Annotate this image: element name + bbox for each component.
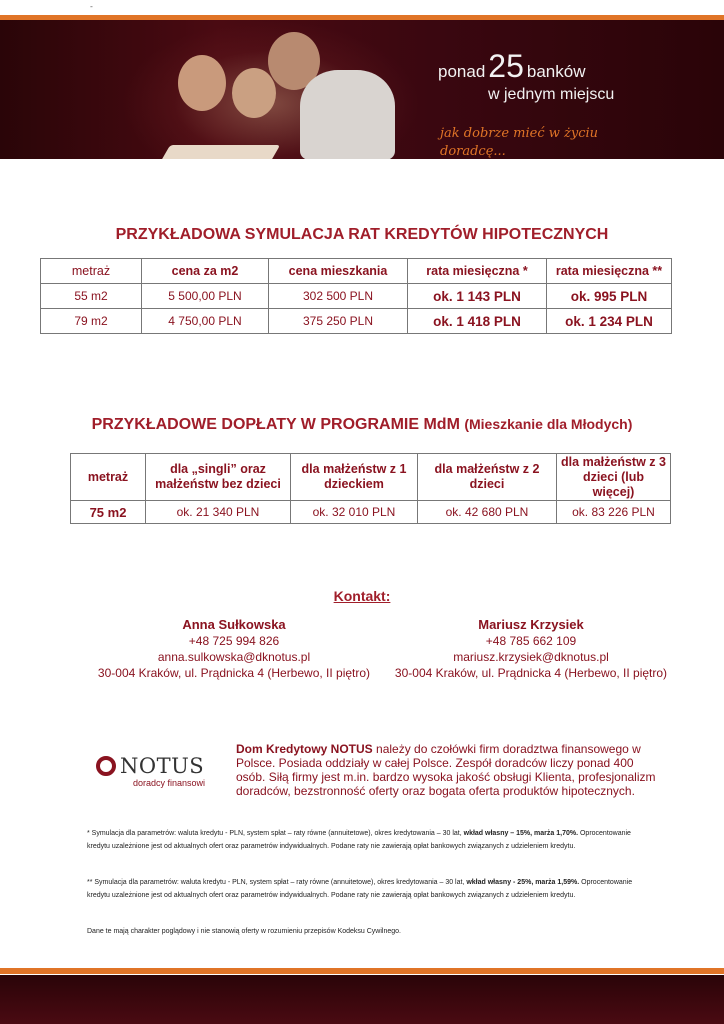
table-cell: ok. 1 234 PLN bbox=[547, 309, 672, 334]
header-banner bbox=[0, 20, 724, 159]
top-dash: - bbox=[90, 2, 93, 11]
simulation-title: PRZYKŁADOWA SYMULACJA RAT KREDYTÓW HIPOTECZNYCH bbox=[115, 226, 609, 243]
banner-slogan bbox=[438, 48, 585, 85]
simulation-table bbox=[40, 258, 672, 334]
contact-address: 30-004 Kraków, ul. Prądnicka 4 (Herbewo, II piętro) bbox=[394, 666, 668, 680]
script-line2: doradcę... bbox=[440, 144, 506, 159]
table-header: metraż bbox=[41, 259, 142, 284]
bottom-orange-bar bbox=[0, 968, 724, 974]
slogan-line2: w jednym miejscu bbox=[488, 86, 615, 103]
slogan-pre: ponad bbox=[438, 62, 486, 81]
contact-name: Mariusz Krzysiek bbox=[478, 617, 584, 632]
company-description bbox=[236, 742, 661, 798]
table-row bbox=[41, 284, 672, 309]
disclaimer: Dane te mają charakter poglądowy i nie stanowią oferty w rozumieniu przepisów Kodeksu Cywilnego. bbox=[87, 928, 401, 935]
table-cell: 75 m2 bbox=[71, 501, 146, 524]
footnote-1 bbox=[87, 828, 647, 853]
table-header: metraż bbox=[71, 454, 146, 501]
mdm-table bbox=[70, 453, 671, 524]
table-header: dla małżeństw z 3 dzieci (lub więcej) bbox=[557, 454, 671, 501]
slogan-post: banków bbox=[526, 62, 586, 81]
table-cell: ok. 32 010 PLN bbox=[291, 501, 418, 524]
table-row bbox=[71, 501, 671, 524]
logo-wordmark: NOTUS bbox=[120, 754, 205, 778]
table-header-row bbox=[41, 259, 672, 284]
mdm-title-sub: (Mieszkanie dla Młodych) bbox=[464, 416, 633, 432]
table-cell: 79 m2 bbox=[41, 309, 142, 334]
banner-script-text bbox=[440, 125, 598, 159]
child-face-photo bbox=[178, 55, 226, 111]
table-header: cena za m2 bbox=[142, 259, 269, 284]
mdm-title bbox=[0, 416, 724, 434]
table-header: dla małżeństw z 2 dzieci bbox=[418, 454, 557, 501]
contact-title: Kontakt: bbox=[333, 588, 391, 604]
table-header: dla małżeństw z 1 dzieckiem bbox=[291, 454, 418, 501]
table-header: rata miesięczna ** bbox=[547, 259, 672, 284]
footnote-text: Oprocentowanie kredytu uzależnione jest od aktualnych ofert oraz parametrów indywidualnych. Podane raty nie zawierają opłat bankowych związanych z udzieleniem kredytu. bbox=[87, 830, 631, 850]
contact-card bbox=[84, 617, 384, 681]
table-cell: 5 500,00 PLN bbox=[142, 284, 269, 309]
contact-email[interactable]: anna.sulkowska@dknotus.pl bbox=[157, 650, 311, 664]
table-cell: ok. 1 143 PLN bbox=[408, 284, 547, 309]
contact-name: Anna Sułkowska bbox=[182, 617, 286, 632]
table-cell: 302 500 PLN bbox=[269, 284, 408, 309]
footnote-bold: wkład własny - 25%, marża 1,59%. bbox=[466, 879, 580, 886]
script-line1: jak dobrze mieć w życiu bbox=[440, 126, 599, 141]
child-face-photo-2 bbox=[232, 68, 276, 118]
company-text: należy do czołówki firm doradztwa finansowego w Polsce. Posiada oddziały w całej Polsce. Zespół doradców liczy ponad 400 osób. Siłą firmy jest m.in. bardzo wysoka jakość obsługi Klienta, profesjonalizm doradców, bezstronność oferty oraz bogata oferta produktów hipotecznych. bbox=[236, 742, 656, 798]
table-header: dla „singli” oraz małżeństw bez dzieci bbox=[146, 454, 291, 501]
adult-shirt-photo bbox=[300, 70, 395, 159]
footnote-2 bbox=[87, 877, 647, 902]
footnote-text: * Symulacja dla parametrów: waluta kredytu - PLN, system spłat – raty równe (annuitetowe), okres kredytowania – 30 lat, bbox=[87, 830, 464, 837]
table-cell: ok. 42 680 PLN bbox=[418, 501, 557, 524]
contact-card bbox=[381, 617, 681, 681]
table-cell: 4 750,00 PLN bbox=[142, 309, 269, 334]
contact-phone[interactable]: +48 725 994 826 bbox=[188, 634, 280, 648]
footnote-bold: wkład własny – 15%, marża 1,70%. bbox=[463, 830, 579, 837]
contact-phone[interactable]: +48 785 662 109 bbox=[485, 634, 577, 648]
table-cell: 55 m2 bbox=[41, 284, 142, 309]
table-cell: ok. 83 226 PLN bbox=[557, 501, 671, 524]
footnote-text: Oprocentowanie kredytu uzależnione jest od aktualnych ofert oraz parametrów indywidualnych. Podane raty nie zawierają opłat bankowych związanych z udzieleniem kredytu. bbox=[87, 879, 633, 899]
table-row bbox=[41, 309, 672, 334]
table-header: rata miesięczna * bbox=[408, 259, 547, 284]
contact-address: 30-004 Kraków, ul. Prądnicka 4 (Herbewo, II piętro) bbox=[97, 666, 371, 680]
footnote-text: ** Symulacja dla parametrów: waluta kredytu - PLN, system spłat – raty równe (annuitetowe), okres kredytowania – 30 lat, bbox=[87, 879, 467, 886]
book-photo bbox=[160, 145, 280, 159]
contact-email[interactable]: mariusz.krzysiek@dknotus.pl bbox=[453, 650, 609, 664]
bottom-band bbox=[0, 975, 724, 1024]
company-name: Dom Kredytowy NOTUS bbox=[236, 742, 373, 756]
mdm-title-main: PRZYKŁADOWE DOPŁATY W PROGRAMIE MdM bbox=[91, 416, 460, 433]
table-cell: 375 250 PLN bbox=[269, 309, 408, 334]
notus-ring-icon bbox=[96, 756, 116, 776]
table-header-row bbox=[71, 454, 671, 501]
table-header: cena mieszkania bbox=[269, 259, 408, 284]
logo-tagline: doradcy finansowi bbox=[133, 778, 206, 788]
table-cell: ok. 1 418 PLN bbox=[408, 309, 547, 334]
table-cell: ok. 995 PLN bbox=[547, 284, 672, 309]
table-cell: ok. 21 340 PLN bbox=[146, 501, 291, 524]
slogan-number: 25 bbox=[488, 48, 524, 84]
notus-logo bbox=[96, 752, 216, 792]
